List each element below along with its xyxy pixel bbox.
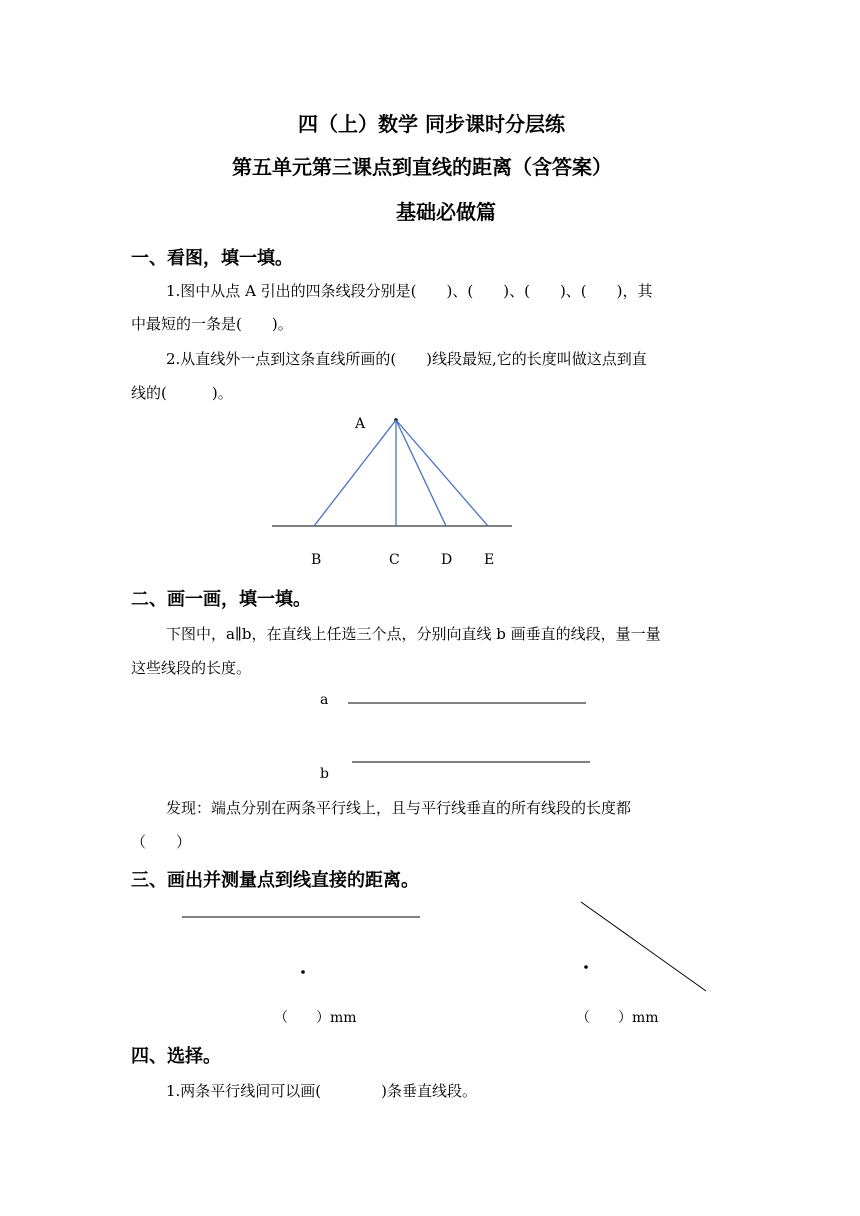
label-d: D [441, 552, 453, 568]
section-2-para-line-1: 下图中，a∥b，在直线上任选三个点，分别向直线 b 画垂直的线段，量一量 [166, 625, 661, 643]
question-2-line-2: 线的( )。 [131, 384, 233, 402]
finding-line-1: 发现：端点分别在两条平行线上，且与平行线垂直的所有线段的长度都 [166, 799, 632, 817]
point-left [301, 970, 305, 974]
label-line-a: a [320, 692, 329, 708]
section-subtitle: 基础必做篇 [396, 200, 496, 224]
label-b: B [311, 552, 322, 568]
label-c: C [389, 552, 400, 568]
slanted-line [581, 902, 706, 991]
question-1-line-2: 中最短的一条是( )。 [131, 315, 293, 333]
answer-blank-right: （ ）mm [576, 1010, 659, 1026]
section-2-heading: 二、画一画，填一填。 [131, 589, 311, 610]
question-1-line-1: 1.图中从点 A 引出的四条线段分别是( )、( )、( )、( )，其 [166, 282, 653, 300]
label-line-b: b [320, 766, 329, 782]
page-title: 四（上）数学 同步课时分层练 [298, 112, 565, 136]
label-a: A [355, 416, 366, 432]
segment-ae [396, 420, 488, 526]
question-2-line-1: 2.从直线外一点到这条直线所画的( )线段最短,它的长度叫做这点到直 [166, 350, 647, 368]
section-3-heading: 三、画出并测量点到线直接的距离。 [131, 870, 419, 891]
segment-ad [396, 420, 446, 526]
figure-distance-left [182, 917, 420, 974]
section-4-heading: 四、选择。 [131, 1046, 221, 1067]
answer-blank-left: （ ）mm [274, 1010, 357, 1026]
choice-question-1: 1.两条平行线间可以画( )条垂直线段。 [166, 1082, 478, 1100]
point-right [584, 965, 588, 969]
figure-distance-right [581, 902, 706, 991]
section-2-para-line-2: 这些线段的长度。 [131, 659, 252, 677]
label-e: E [484, 552, 495, 568]
finding-line-2: （ ） [131, 833, 192, 851]
page-subtitle: 第五单元第三课点到直线的距离（含答案） [232, 155, 612, 179]
figure-point-to-line [272, 418, 512, 526]
segment-ab [314, 420, 396, 526]
section-1-heading: 一、看图，填一填。 [131, 248, 293, 269]
figure-parallel-lines [348, 703, 590, 762]
